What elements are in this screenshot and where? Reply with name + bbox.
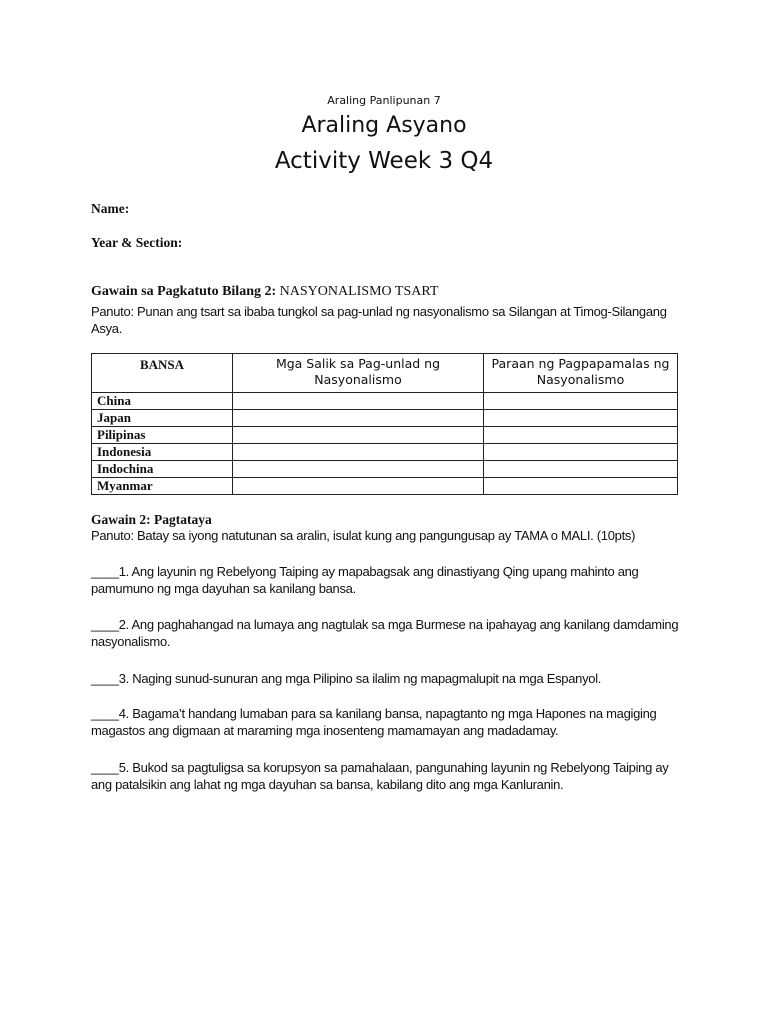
table-row: [92, 478, 678, 495]
table-cell-country: Pilipinas: [92, 427, 233, 444]
table-cell-manifestation[interactable]: [484, 478, 678, 495]
name-field-label: Name:: [91, 201, 130, 216]
table-row: [92, 444, 678, 461]
table-header-country: BANSA: [92, 354, 233, 393]
table-header-row: [92, 354, 678, 393]
table-cell-factors[interactable]: [233, 444, 484, 461]
table-cell-country: China: [92, 393, 233, 410]
quiz-item-4: ____4. Bagama’t handang lumaban para sa kanilang bansa, napagtanto ng mga Hapones na magiging magastos ang digmaan at maraming mga inosenteng mamamayan ang madadamay.: [91, 706, 657, 738]
table-cell-country: Japan: [92, 410, 233, 427]
quiz-item-3: ____3. Naging sunud-sunuran ang mga Pilipino sa ilalim ng mapagmalupit na mga Espanyol.: [91, 671, 602, 686]
nationalism-chart-table: [91, 353, 678, 495]
table-header-factors: Mga Salik sa Pag-unlad ng Nasyonalismo: [233, 354, 484, 393]
table-row: [92, 461, 678, 478]
table-cell-manifestation[interactable]: [484, 393, 678, 410]
table-cell-country: Indochina: [92, 461, 233, 478]
table-cell-country: Indonesia: [92, 444, 233, 461]
activity1-title-bold: Gawain sa Pagkatuto Bilang 2:: [91, 284, 277, 299]
table-cell-factors[interactable]: [233, 461, 484, 478]
subject-label: Araling Panlipunan 7: [327, 94, 441, 107]
document-title: Araling Asyano: [301, 113, 467, 138]
document-subtitle: Activity Week 3 Q4: [274, 148, 494, 174]
activity2-instruction: Panuto: Batay sa iyong natutunan sa aralin, isulat kung ang pangungusap ay TAMA o MALI. (10pts): [91, 528, 636, 543]
quiz-item-2: ____2. Ang paghahangad na lumaya ang nagtulak sa mga Burmese na ipahayag ang kanilang damdaming nasyonalismo.: [91, 617, 679, 649]
table-cell-manifestation[interactable]: [484, 461, 678, 478]
table-cell-manifestation[interactable]: [484, 427, 678, 444]
table-row: [92, 410, 678, 427]
quiz-item-1: ____1. Ang layunin ng Rebelyong Taiping ay mapabagsak ang dinastiyang Qing upang mahinto ang pamumuno ng mga dayuhan sa kanilang bansa.: [91, 564, 639, 596]
activity1-title: [91, 284, 438, 300]
activity1-instruction: Panuto: Punan ang tsart sa ibaba tungkol sa pag-unlad ng nasyonalismo sa Silangan at Timog-Silangang Asya.: [91, 304, 667, 336]
activity2-title: Gawain 2: Pagtataya: [91, 512, 212, 527]
table-row: [92, 393, 678, 410]
table-cell-country: Myanmar: [92, 478, 233, 495]
table-header-manifestation: Paraan ng Pagpapamalas ng Nasyonalismo: [484, 354, 678, 393]
quiz-item-5: ____5. Bukod sa pagtuligsa sa korupsyon sa pamahalaan, pangunahing layunin ng Rebelyong Taiping ay ang patalsikin ang lahat ng mga dayuhan sa bansa, kabilang dito ang mga Kanluranin.: [91, 760, 669, 792]
year-section-field-label: Year & Section:: [91, 235, 183, 250]
table-cell-manifestation[interactable]: [484, 444, 678, 461]
table-cell-factors[interactable]: [233, 478, 484, 495]
table-cell-factors[interactable]: [233, 393, 484, 410]
table-cell-factors[interactable]: [233, 410, 484, 427]
table-cell-factors[interactable]: [233, 427, 484, 444]
table-cell-manifestation[interactable]: [484, 410, 678, 427]
activity1-title-rest: NASYONALISMO TSART: [276, 284, 439, 299]
table-row: [92, 427, 678, 444]
